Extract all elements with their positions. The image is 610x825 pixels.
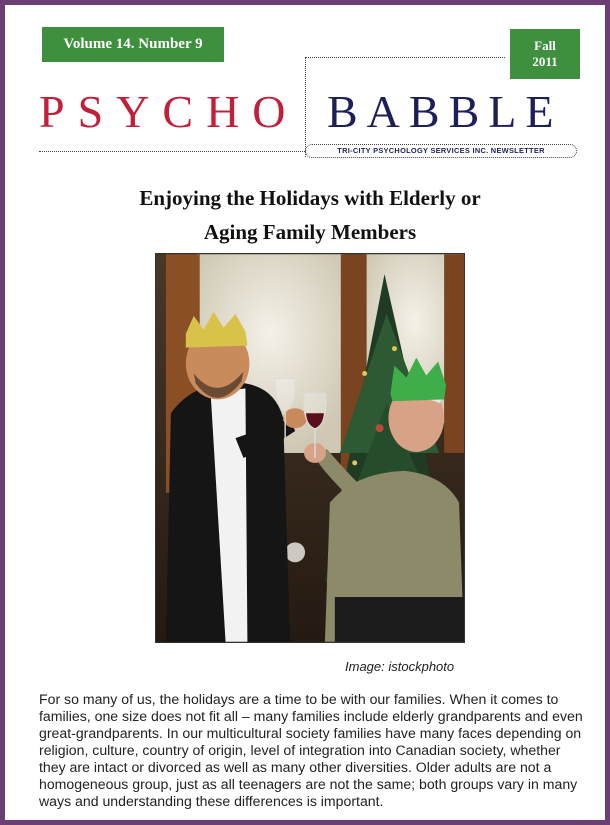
image-credit: Image: istockphoto xyxy=(345,659,455,674)
masthead-divider-vertical xyxy=(305,57,306,157)
article-photo xyxy=(155,253,465,643)
volume-badge: Volume 14. Number 9 xyxy=(42,27,224,62)
season-label: Fall xyxy=(534,38,556,53)
headline-line-1: Enjoying the Holidays with Elderly or xyxy=(139,186,481,210)
holiday-photo-illustration xyxy=(156,254,464,642)
article-body: For so many of us, the holidays are a time to be with our families. When it comes to families, one size does not fit all – many families include elderly grandparents and even great-grandparents. In our multicultural society families have many faces depending on religion, culture, country of origin, level of integration into Canadian society, whether they are intact or divorced as well as many other diversities. Older adults are not a homogeneous group, just as all teenagers are not the same; both groups vary in many ways and understanding these differences is important. xyxy=(39,691,583,809)
headline-line-2: Aging Family Members xyxy=(203,220,417,244)
masthead-title-psycho: PSYCHO xyxy=(39,86,299,137)
article-headline xyxy=(25,181,595,249)
masthead-divider-top xyxy=(305,57,505,58)
year-label: 2011 xyxy=(532,54,558,69)
masthead-tagline: TRI-CITY PSYCHOLOGY SERVICES INC. NEWSLETTER xyxy=(305,144,577,158)
masthead-title-babble: BABBLE xyxy=(327,86,563,137)
masthead-divider-bottom xyxy=(39,151,305,152)
season-badge xyxy=(510,29,580,79)
